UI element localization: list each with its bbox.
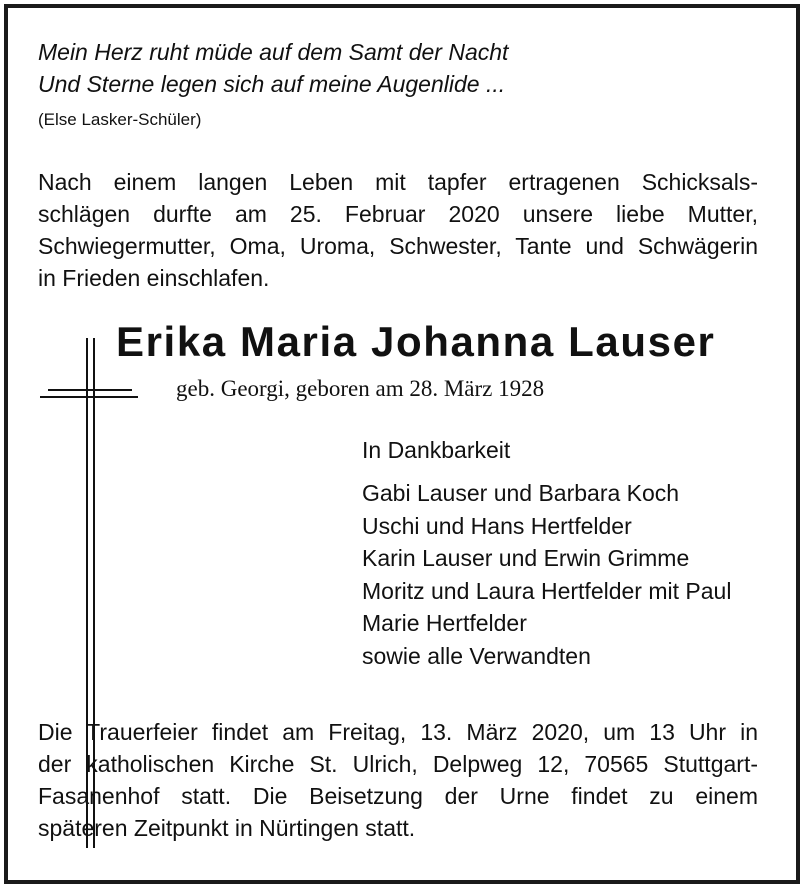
mourners-heading: In Dankbarkeit [362, 437, 511, 463]
funeral-line: der katholischen Kirche St. Ulrich, Delpweg 12, 70565 Stuttgart- [38, 751, 758, 777]
intro-line: Schwiegermutter, Oma, Uroma, Schwester, Tante und Schwägerin [38, 233, 758, 259]
birth-line: geb. Georgi, geboren am 28. März 1928 [176, 376, 545, 401]
deceased-name: Erika Maria Johanna Lauser [116, 318, 716, 365]
quote-author: (Else Lasker-Schüler) [38, 110, 202, 129]
mourners-list [362, 477, 731, 672]
intro-paragraph [38, 166, 758, 294]
funeral-line: späteren Zeitpunkt in Nürtingen statt. [38, 815, 416, 841]
intro-line: Nach einem langen Leben mit tapfer ertragenen Schicksals- [38, 169, 758, 195]
funeral-paragraph [38, 716, 758, 844]
mourner-entry: Marie Hertfelder [362, 610, 527, 636]
mourner-entry: sowie alle Verwandten [362, 642, 591, 669]
quote-line-1: Mein Herz ruht müde auf dem Samt der Nacht [38, 39, 509, 65]
mourner-entry: Moritz und Laura Hertfelder mit Paul [362, 577, 732, 604]
mourner-entry: Karin Lauser und Erwin Grimme [362, 545, 690, 571]
intro-line: in Frieden einschlafen. [38, 265, 270, 291]
intro-line: schlägen durfte am 25. Februar 2020 unsere liebe Mutter, [38, 201, 758, 227]
funeral-line: Die Trauerfeier findet am Freitag, 13. März 2020, um 13 Uhr in [38, 719, 758, 745]
mourner-entry: Uschi und Hans Hertfelder [362, 512, 632, 539]
mourner-entry: Gabi Lauser und Barbara Koch [362, 480, 680, 506]
funeral-line: Fasanenhof statt. Die Beisetzung der Urne findet zu einem [38, 783, 758, 809]
quote-line-2: Und Sterne legen sich auf meine Augenlide ... [38, 71, 506, 97]
